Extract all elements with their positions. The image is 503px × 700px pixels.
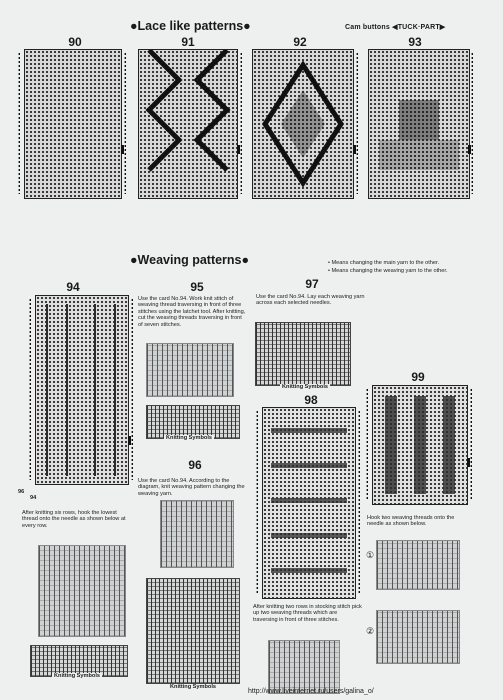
card-holes-left-94 bbox=[29, 298, 31, 480]
punch-card-92 bbox=[252, 49, 354, 199]
pattern-number-99: 99 bbox=[411, 370, 425, 384]
chevron-pattern-91 bbox=[139, 50, 237, 198]
motif-pattern-93 bbox=[369, 50, 469, 198]
pattern-number-98: 98 bbox=[304, 393, 318, 407]
pattern-number-91: 91 bbox=[181, 35, 195, 49]
pattern-number-92: 92 bbox=[293, 35, 307, 49]
pattern-number-93: 93 bbox=[408, 35, 422, 49]
card-holes-right-94 bbox=[131, 298, 133, 480]
card-holes-left-90 bbox=[18, 52, 20, 194]
instructions-94: After knitting six rows, hook the lowest thread onto the needle as shown below at every row. bbox=[22, 510, 126, 529]
instructions-96: Use the card No.94. According to the diagram, knit weaving pattern changing the weaving yarn. bbox=[138, 478, 245, 497]
legend-weaving-yarn: • Means changing the weaving yarn to the other. bbox=[328, 268, 448, 274]
knitting-symbols-caption-96: Knitting Symbols bbox=[170, 684, 216, 690]
stitch-diagram-99-step2 bbox=[376, 610, 460, 664]
punch-card-98 bbox=[262, 407, 356, 599]
punch-card-94 bbox=[35, 295, 129, 485]
row-marker-93 bbox=[468, 145, 471, 154]
stitch-diagram-99-step1 bbox=[376, 540, 460, 590]
stitch-diagram-96 bbox=[160, 500, 234, 568]
lace-patterns-heading: ●Lace like patterns● bbox=[130, 19, 251, 33]
pattern-number-97: 97 bbox=[305, 277, 319, 291]
mark-96: 96 bbox=[18, 489, 25, 495]
knitting-symbols-caption-95: Knitting Symbols bbox=[166, 435, 212, 441]
stitch-diagram-98 bbox=[268, 640, 340, 694]
mark-94: 94 bbox=[30, 495, 37, 501]
knitting-symbols-caption-94: Knitting Symbols bbox=[54, 673, 100, 679]
knitting-symbols-caption-97: Knitting Symbols bbox=[282, 384, 328, 390]
card-holes-left-99 bbox=[366, 388, 368, 500]
punch-card-90 bbox=[24, 49, 122, 199]
card-holes-right-99 bbox=[470, 388, 472, 500]
pattern-number-95: 95 bbox=[190, 280, 204, 294]
punch-card-99 bbox=[372, 385, 468, 505]
card-holes-right-98 bbox=[358, 410, 360, 594]
row-marker-91 bbox=[237, 145, 240, 154]
legend-main-yarn: • Means changing the main yarn to the other. bbox=[328, 260, 440, 266]
row-marker-94 bbox=[128, 436, 131, 445]
pattern-number-96: 96 bbox=[188, 458, 202, 472]
diamond-pattern-92 bbox=[253, 50, 353, 198]
stitch-diagram-94 bbox=[38, 545, 126, 637]
step-number-1: ① bbox=[366, 550, 375, 560]
stitch-diagram-95 bbox=[146, 343, 234, 397]
instructions-98: After knitting two rows in stocking stitch pick up two weaving threads which are traversing in front of three stitches. bbox=[253, 604, 362, 623]
step-number-2: ② bbox=[366, 626, 375, 636]
row-marker-92 bbox=[353, 145, 356, 154]
instructions-95: Use the card No.94. Work knit stitch of weaving thread traversing in front of three stitches using the latchet tool. After knitting, cut the weaving threads traversing in front of seven stitches. bbox=[138, 296, 246, 328]
cam-buttons-label: Cam buttons ◀TUCK·PART▶ bbox=[345, 24, 446, 31]
card-holes-right-90 bbox=[124, 52, 126, 194]
row-marker-99 bbox=[467, 458, 470, 467]
knitting-symbols-grid-96 bbox=[146, 578, 240, 684]
pattern-number-90: 90 bbox=[68, 35, 82, 49]
pattern-number-94: 94 bbox=[66, 280, 80, 294]
card-holes-left-98 bbox=[256, 410, 258, 594]
card-holes-right-91 bbox=[240, 52, 242, 194]
punch-card-93 bbox=[368, 49, 470, 199]
instructions-99: Hook two weaving threads onto the needle as shown below. bbox=[367, 515, 455, 528]
card-holes-right-93 bbox=[471, 52, 473, 194]
weaving-patterns-heading: ●Weaving patterns● bbox=[130, 253, 250, 267]
punch-card-91 bbox=[138, 49, 238, 199]
instructions-97: Use the card No.94. Lay each weaving yarn across each selected needles. bbox=[256, 294, 365, 307]
knitting-symbols-grid-97 bbox=[255, 322, 351, 386]
row-marker-90 bbox=[121, 145, 124, 154]
source-watermark: http://www.liveinternet.ru/users/galina_o/ bbox=[248, 688, 374, 695]
knitting-symbols-grid-95 bbox=[146, 405, 240, 439]
card-holes-right-92 bbox=[356, 52, 358, 194]
